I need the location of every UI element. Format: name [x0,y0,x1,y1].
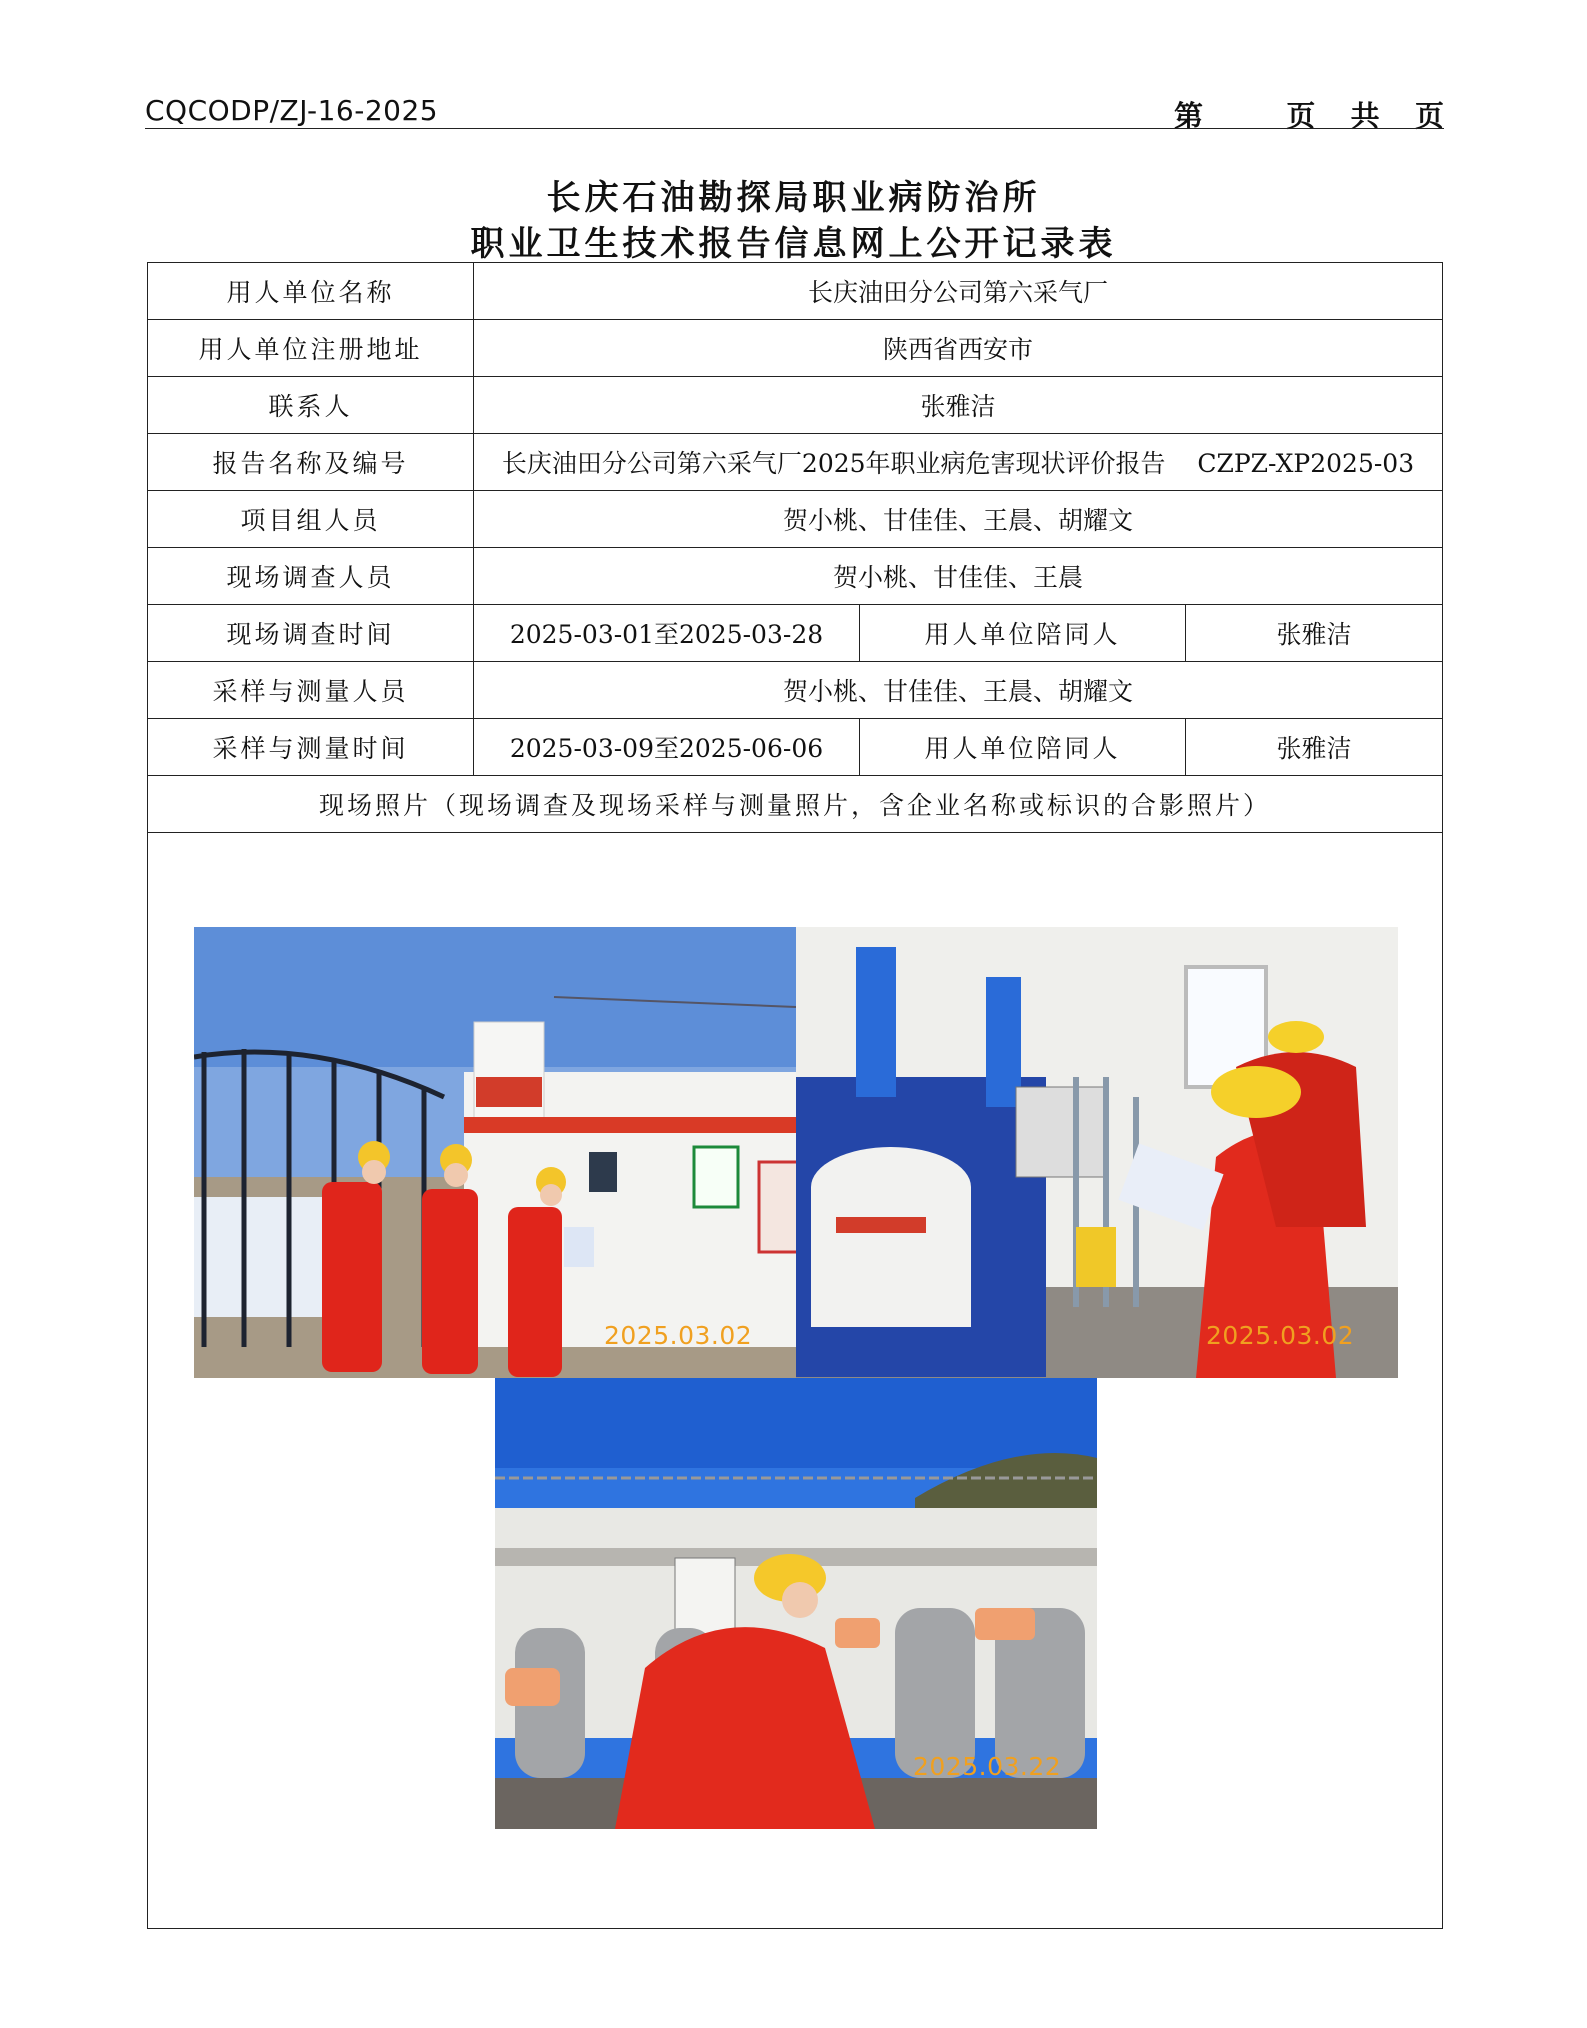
row-contact [148,377,1443,434]
row-employer-address [148,320,1443,377]
report-value [474,434,1443,491]
row-team [148,491,1443,548]
survey-companion-value: 张雅洁 [1186,605,1443,662]
report-label: 报告名称及编号 [148,434,474,491]
photo-dosing-room [796,927,1398,1378]
photos-area [148,833,1443,1929]
row-survey-time [148,605,1443,662]
survey-time-label: 现场调查时间 [148,605,474,662]
team-label: 项目组人员 [148,491,474,548]
survey-staff-label: 现场调查人员 [148,548,474,605]
sampling-staff-label: 采样与测量人员 [148,662,474,719]
page-label-di: 第 [1174,99,1204,133]
sampling-time-label: 采样与测量时间 [148,719,474,776]
photos-label: 现场照片（现场调查及现场采样与测量照片，含企业名称或标识的合影照片） [148,776,1443,833]
employer-address-label: 用人单位注册地址 [148,320,474,377]
row-photos-header [148,776,1443,833]
row-sampling-staff [148,662,1443,719]
row-sampling-time [148,719,1443,776]
photo-station-group [194,927,796,1378]
employer-address-value: 陕西省西安市 [474,320,1443,377]
report-name: 长庆油田分公司第六采气厂2025年职业病危害现状评价报告 [501,449,1166,478]
row-employer-name [148,263,1443,320]
employer-name-value: 长庆油田分公司第六采气厂 [474,263,1443,320]
sampling-staff-value: 贺小桃、甘佳佳、王晨、胡耀文 [474,662,1443,719]
team-value: 贺小桃、甘佳佳、王晨、胡耀文 [474,491,1443,548]
photo-valve-area [495,1378,1097,1829]
sampling-companion-value: 张雅洁 [1186,719,1443,776]
page-label-gong: 共 [1350,99,1380,133]
sampling-companion-label: 用人单位陪同人 [860,719,1186,776]
contact-value: 张雅洁 [474,377,1443,434]
photo-valve-area-date: 2025.03.22 [913,1752,1062,1781]
survey-companion-label: 用人单位陪同人 [860,605,1186,662]
row-report [148,434,1443,491]
institution-title: 长庆石油勘探局职业病防治所 [546,178,1041,218]
row-photos [148,833,1443,1929]
form-title: 职业卫生技术报告信息网上公开记录表 [470,224,1117,264]
employer-name-label: 用人单位名称 [148,263,474,320]
page-label-ye: 页 [1286,99,1316,133]
sampling-time-value: 2025-03-09至2025-06-06 [474,719,860,776]
record-table [147,262,1443,1929]
survey-time-value: 2025-03-01至2025-03-28 [474,605,860,662]
report-number: CZPZ-XP2025-03 [1197,449,1415,478]
header-rule [145,128,1444,129]
survey-staff-value: 贺小桃、甘佳佳、王晨 [474,548,1443,605]
photo-dosing-room-date: 2025.03.02 [1206,1321,1355,1350]
row-survey-staff [148,548,1443,605]
photo-station-group-date: 2025.03.02 [604,1321,753,1350]
document-code: CQCODP/ZJ-16-2025 [145,94,439,127]
page-label-ye2: 页 [1414,99,1444,133]
contact-label: 联系人 [148,377,474,434]
